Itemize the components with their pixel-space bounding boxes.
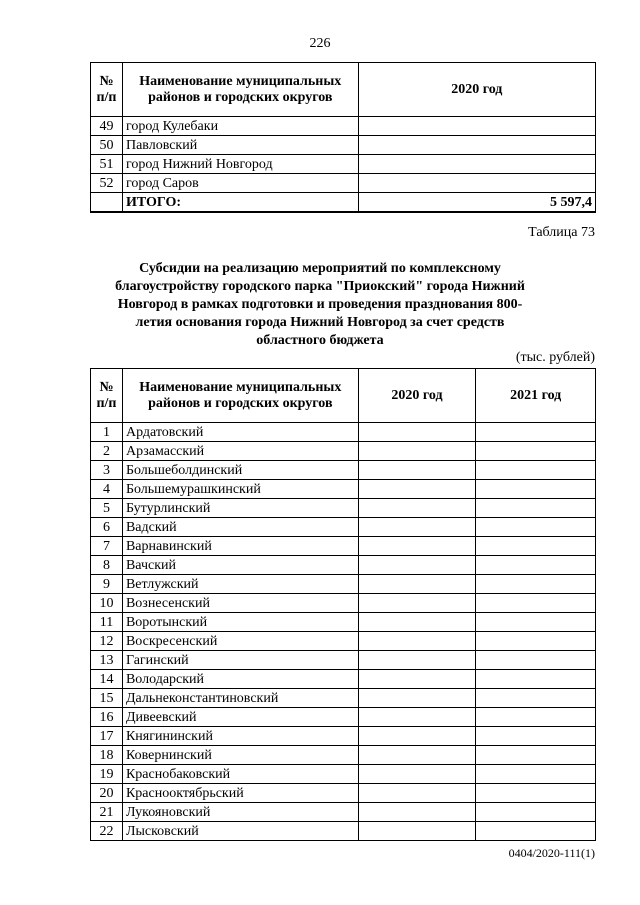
- row-value-2020: [358, 708, 476, 727]
- row-name: Володарский: [122, 670, 358, 689]
- header-2020: 2020 год: [358, 63, 595, 117]
- total-label: ИТОГО:: [122, 193, 358, 213]
- table-row: [91, 632, 596, 651]
- row-name: Княгининский: [122, 727, 358, 746]
- row-value-2020: [358, 784, 476, 803]
- row-number: 15: [91, 689, 123, 708]
- row-value-2021: [476, 803, 596, 822]
- row-name: город Саров: [122, 174, 358, 193]
- row-value-2021: [476, 423, 596, 442]
- row-name: Лукояновский: [122, 803, 358, 822]
- table-row: [91, 174, 596, 193]
- row-value-2021: [476, 784, 596, 803]
- table-row: [91, 689, 596, 708]
- row-number: 1: [91, 423, 123, 442]
- row-name: город Кулебаки: [122, 117, 358, 136]
- row-value-2020: [358, 556, 476, 575]
- row-value-2021: [476, 689, 596, 708]
- table-row: [91, 651, 596, 670]
- table-row: [91, 499, 596, 518]
- row-number: 52: [91, 174, 123, 193]
- table-row: [91, 575, 596, 594]
- table-73: [90, 368, 596, 841]
- row-value-2021: [476, 575, 596, 594]
- row-number: 20: [91, 784, 123, 803]
- table-row: [91, 765, 596, 784]
- table-row: [91, 423, 596, 442]
- row-number: 5: [91, 499, 123, 518]
- row-name: Варнавинский: [122, 537, 358, 556]
- row-number: 6: [91, 518, 123, 537]
- row-number: 17: [91, 727, 123, 746]
- row-value-2021: [476, 708, 596, 727]
- table-title: Субсидии на реализацию мероприятий по комплексному благоустройству городского парка "Приокский" города Нижний Новгород в рамках подготовки и проведения празднования 800-летия основания города Нижний Новгород за счет средств областного бюджета: [115, 261, 525, 348]
- row-value-2021: [476, 822, 596, 841]
- document-code: 0404/2020-111(1): [508, 846, 595, 860]
- row-value-2020: [358, 670, 476, 689]
- row-value-2021: [476, 727, 596, 746]
- row-number: 2: [91, 442, 123, 461]
- row-name: город Нижний Новгород: [122, 155, 358, 174]
- row-value-2020: [358, 423, 476, 442]
- row-name: Краснооктябрьский: [122, 784, 358, 803]
- table-row: [91, 480, 596, 499]
- row-number: 13: [91, 651, 123, 670]
- row-value-2020: [358, 632, 476, 651]
- row-value-2021: [476, 480, 596, 499]
- row-value-2020: [358, 518, 476, 537]
- page-number: 226: [309, 36, 331, 51]
- row-name: Ветлужский: [122, 575, 358, 594]
- total-blank: [91, 193, 123, 213]
- row-number: 51: [91, 155, 123, 174]
- row-name: Вознесенский: [122, 594, 358, 613]
- row-value-2021: [476, 537, 596, 556]
- row-number: 18: [91, 746, 123, 765]
- row-value-2020: [358, 822, 476, 841]
- row-name: Дивеевский: [122, 708, 358, 727]
- table-continuation: [90, 62, 596, 213]
- table-row: [91, 537, 596, 556]
- row-number: 3: [91, 461, 123, 480]
- row-value-2020: [358, 480, 476, 499]
- row-name: Арзамасский: [122, 442, 358, 461]
- row-value-2021: [476, 518, 596, 537]
- row-number: 4: [91, 480, 123, 499]
- row-value-2020: [358, 537, 476, 556]
- row-value-2020: [358, 461, 476, 480]
- row-name: Лысковский: [122, 822, 358, 841]
- row-name: Большемурашкинский: [122, 480, 358, 499]
- row-number: 7: [91, 537, 123, 556]
- header-num: № п/п: [91, 63, 123, 117]
- row-name: Дальнеконстантиновский: [122, 689, 358, 708]
- row-value-2021: [476, 632, 596, 651]
- row-value-2021: [476, 594, 596, 613]
- table-row: [91, 117, 596, 136]
- row-number: 14: [91, 670, 123, 689]
- row-name: Большеболдинский: [122, 461, 358, 480]
- row-value-2021: [476, 746, 596, 765]
- table-row: [91, 518, 596, 537]
- row-value-2021: [476, 670, 596, 689]
- row-name: Ардатовский: [122, 423, 358, 442]
- row-number: 10: [91, 594, 123, 613]
- header-2021: 2021 год: [476, 369, 596, 423]
- table-row: [91, 670, 596, 689]
- header-2020: 2020 год: [358, 369, 476, 423]
- table-label: Таблица 73: [528, 225, 595, 240]
- table-row: [91, 613, 596, 632]
- table-row: [91, 708, 596, 727]
- table-row: [91, 822, 596, 841]
- table-row: [91, 556, 596, 575]
- row-name: Вачский: [122, 556, 358, 575]
- row-value-2020: [358, 746, 476, 765]
- row-number: 21: [91, 803, 123, 822]
- row-number: 8: [91, 556, 123, 575]
- row-number: 22: [91, 822, 123, 841]
- row-name: Бутурлинский: [122, 499, 358, 518]
- row-number: 9: [91, 575, 123, 594]
- table-row: [91, 784, 596, 803]
- header-name: Наименование муниципальных районов и городских округов: [122, 369, 358, 423]
- table-row: [91, 461, 596, 480]
- units-label: (тыс. рублей): [515, 350, 595, 365]
- table-row: [91, 136, 596, 155]
- row-number: 12: [91, 632, 123, 651]
- row-name: Вадский: [122, 518, 358, 537]
- row-value-2020: [358, 689, 476, 708]
- table-row: [91, 155, 596, 174]
- header-num: № п/п: [91, 369, 123, 423]
- row-value-2020: [358, 651, 476, 670]
- total-row: [91, 193, 596, 213]
- row-value-2020: [358, 442, 476, 461]
- row-name: Павловский: [122, 136, 358, 155]
- row-value-2020: [358, 155, 595, 174]
- row-value-2020: [358, 575, 476, 594]
- row-number: 50: [91, 136, 123, 155]
- row-value-2021: [476, 765, 596, 784]
- row-name: Краснобаковский: [122, 765, 358, 784]
- table-row: [91, 727, 596, 746]
- row-name: Гагинский: [122, 651, 358, 670]
- row-value-2021: [476, 613, 596, 632]
- row-value-2020: [358, 594, 476, 613]
- row-value-2020: [358, 136, 595, 155]
- table-row: [91, 803, 596, 822]
- row-value-2020: [358, 117, 595, 136]
- row-number: 11: [91, 613, 123, 632]
- row-value-2020: [358, 727, 476, 746]
- total-value: 5 597,4: [358, 193, 595, 213]
- row-value-2021: [476, 499, 596, 518]
- row-number: 49: [91, 117, 123, 136]
- row-number: 16: [91, 708, 123, 727]
- table-row: [91, 594, 596, 613]
- row-value-2020: [358, 174, 595, 193]
- row-name: Воротынский: [122, 613, 358, 632]
- row-value-2020: [358, 613, 476, 632]
- row-value-2021: [476, 556, 596, 575]
- row-value-2020: [358, 499, 476, 518]
- row-name: Воскресенский: [122, 632, 358, 651]
- row-value-2020: [358, 765, 476, 784]
- row-value-2020: [358, 803, 476, 822]
- row-value-2021: [476, 442, 596, 461]
- row-value-2021: [476, 651, 596, 670]
- row-value-2021: [476, 461, 596, 480]
- row-number: 19: [91, 765, 123, 784]
- row-name: Ковернинский: [122, 746, 358, 765]
- table-row: [91, 442, 596, 461]
- table-row: [91, 746, 596, 765]
- header-name: Наименование муниципальных районов и городских округов: [122, 63, 358, 117]
